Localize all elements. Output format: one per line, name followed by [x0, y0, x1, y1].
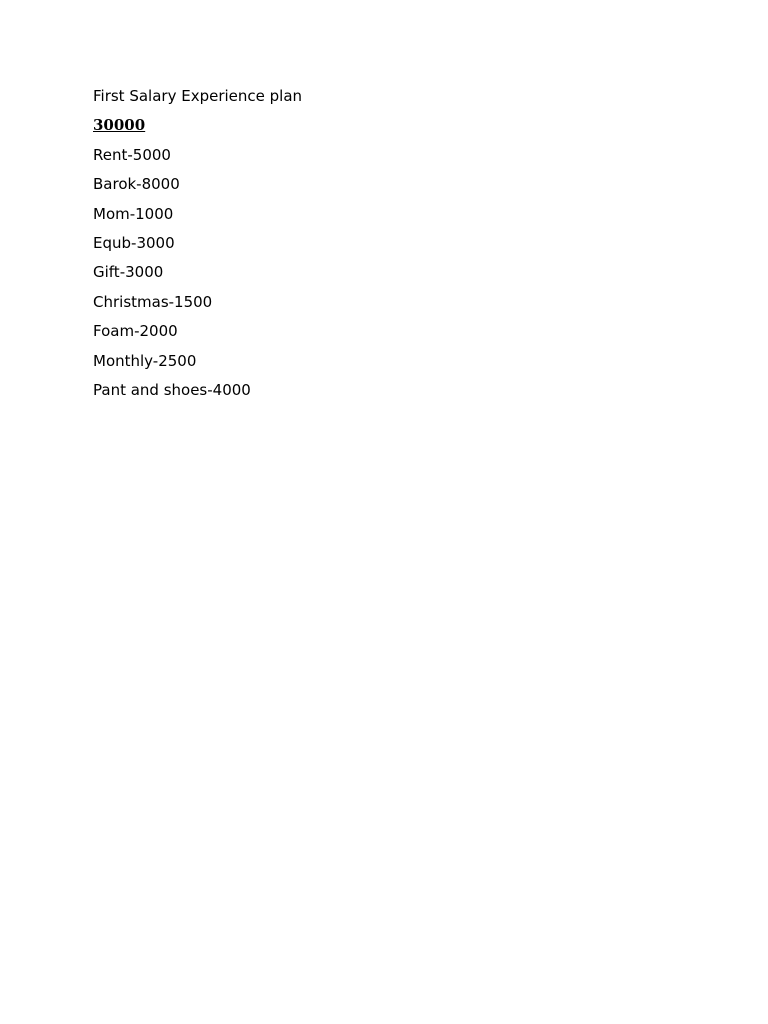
budget-item-monthly: Monthly-2500 — [93, 351, 197, 370]
budget-item-gift: Gift-3000 — [93, 263, 164, 282]
budget-item-pant-and-shoes: Pant and shoes-4000 — [93, 380, 251, 399]
budget-item-equb: Equb-3000 — [93, 233, 175, 252]
budget-item-rent: Rent-5000 — [93, 145, 171, 164]
salary-total: 30000 — [93, 116, 146, 135]
budget-item-mom: Mom-1000 — [93, 204, 174, 223]
budget-item-foam: Foam-2000 — [93, 322, 178, 341]
document-title: First Salary Experience plan — [93, 87, 303, 105]
document-body — [93, 86, 693, 409]
budget-item-christmas: Christmas-1500 — [93, 292, 213, 311]
budget-item-barok: Barok-8000 — [93, 175, 180, 194]
